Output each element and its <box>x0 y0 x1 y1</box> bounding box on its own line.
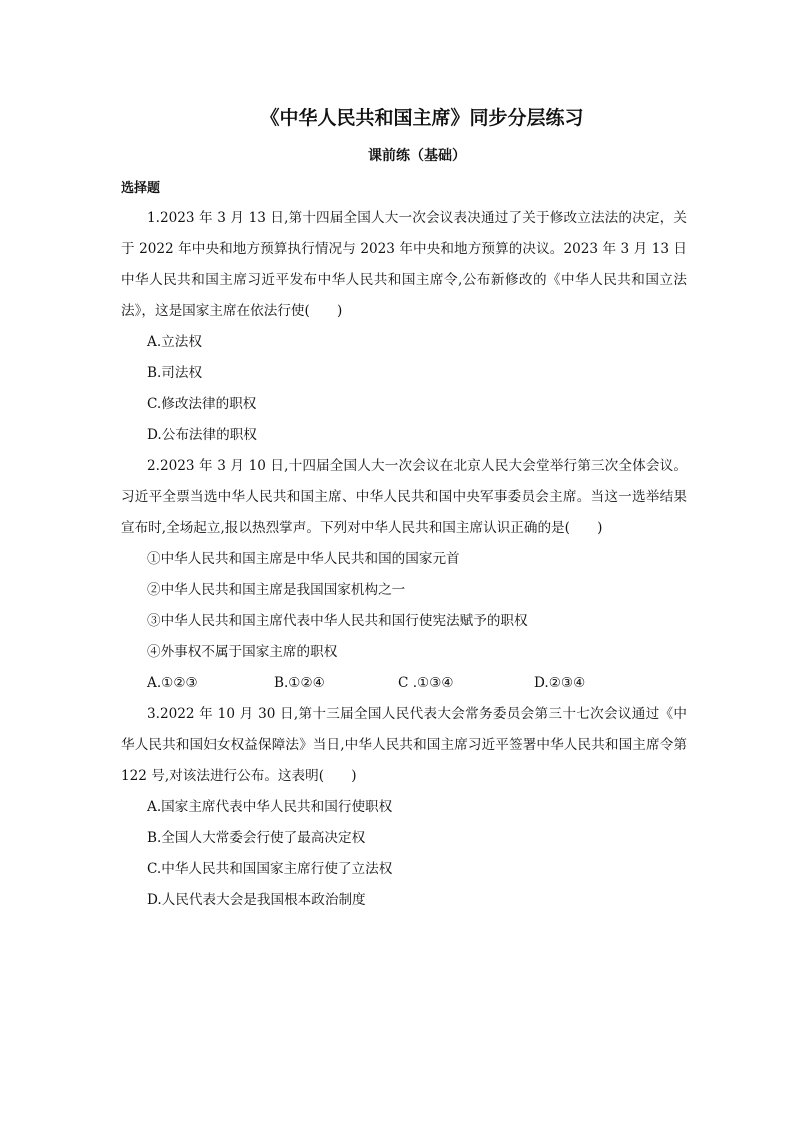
page-title: 《中华人民共和国主席》同步分层练习 <box>260 107 584 129</box>
question-2-stem: 2.2023 年 3 月 10 日,十四届全国人大一次会议在北京人民大会堂举行第三次全体会议。习近平全票当选中华人民共和国主席、中华人民共和国中央军事委员会主席。当这一选举结果宣布时,全场起立,报以热烈掌声。下列对中华人民共和国主席认识正确的是( ) <box>121 458 687 536</box>
section-heading: 选择题 <box>121 181 161 196</box>
question-1-option-b: B.司法权 <box>147 365 203 381</box>
question-2-statement-4: ④外事权不属于国家主席的职权 <box>147 644 338 660</box>
question-3-option-c: C.中华人民共和国国家主席行使了立法权 <box>147 861 393 877</box>
question-2-choice-b: B.①②④ <box>274 675 325 691</box>
question-3-option-b: B.全国人大常委会行使了最高决定权 <box>147 830 366 846</box>
question-2-choice-c: C .①③④ <box>398 675 454 691</box>
question-3-option-a: A.国家主席代表中华人民共和国行使职权 <box>147 799 393 815</box>
question-1-stem: 1.2023 年 3 月 13 日,第十四届全国人大一次会议表决通过了关于修改立法法的决定，关于 2022 年中央和地方预算执行情况与 2023 年中央和地方预算的决议。2023 年 3 月 13 日中华人民共和国主席习近平发布中华人民共和国主席令,公布新修改的《中华人民共和国立法法》，这是国家主席在依法行使( ) <box>121 210 687 319</box>
question-2-statement-3: ③中华人民共和国主席代表中华人民共和国行使宪法赋予的职权 <box>147 613 528 629</box>
question-2-choices <box>121 668 687 699</box>
questions <box>121 203 687 916</box>
question-1-option-c: C.修改法律的职权 <box>147 396 257 412</box>
question-1-option-d: D.公布法律的职权 <box>147 427 257 443</box>
question-2-statement-1: ①中华人民共和国主席是中华人民共和国的国家元首 <box>147 551 460 567</box>
question-3-stem: 3.2022 年 10 月 30 日,第十三届全国人民代表大会常务委员会第三十七次会议通过《中华人民共和国妇女权益保障法》当日,中华人民共和国主席习近平签署中华人民共和国主席令第 122 号,对该法进行公布。这表明( ) <box>121 706 687 784</box>
page-subtitle: 课前练（基础） <box>368 148 466 164</box>
question-1-option-a: A.立法权 <box>147 334 202 350</box>
question-3-option-d: D.人民代表大会是我国根本政治制度 <box>147 892 366 908</box>
question-2-statement-2: ②中华人民共和国主席是我国国家机构之一 <box>147 582 406 598</box>
question-2-choice-a: A.①②③ <box>147 675 198 691</box>
question-2-choice-d: D.②③④ <box>534 675 586 691</box>
